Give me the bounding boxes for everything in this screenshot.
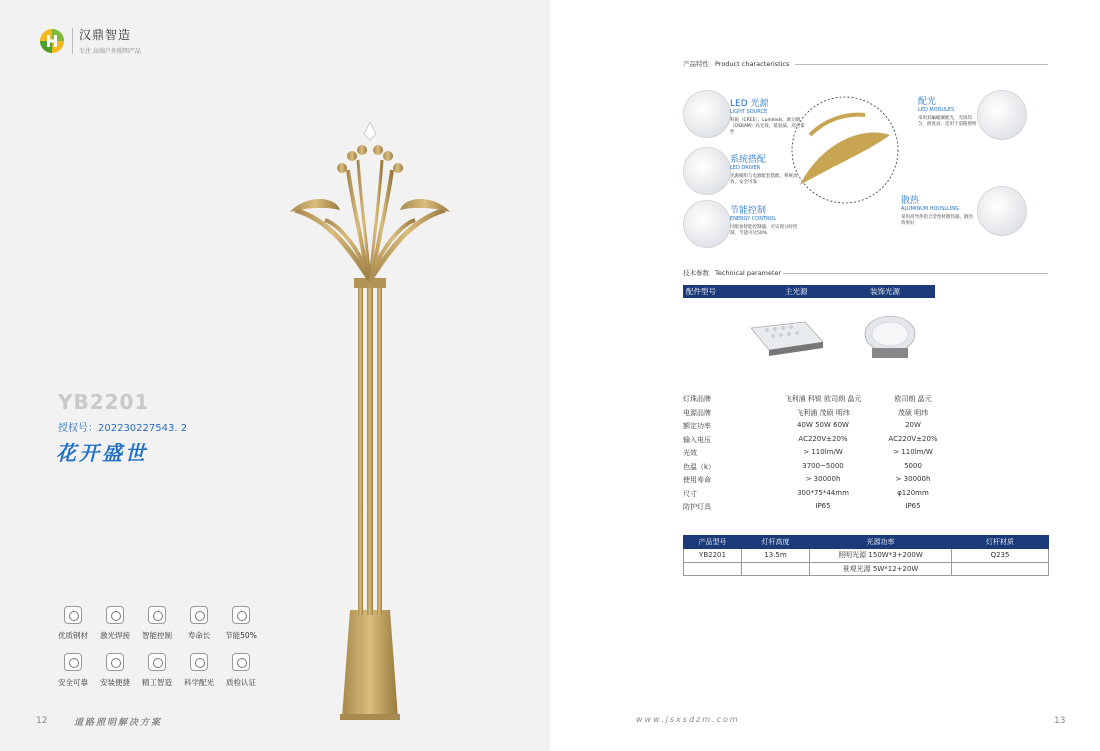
feature-label: 寿命长 — [187, 631, 211, 640]
spec-deco: 5000 — [904, 461, 922, 470]
feature-desc: 光源模组与电源配套搭配，系统高效，安全可靠 — [730, 174, 798, 185]
spec-row — [683, 462, 943, 476]
col-header: 光源功率 — [810, 536, 952, 549]
feature-en: LED DRIVER — [730, 165, 761, 171]
bulb-icon — [232, 606, 250, 624]
spec-label: 电源品牌 — [683, 408, 711, 417]
table-cell — [742, 562, 810, 576]
feature-heat-dissipation — [901, 193, 976, 227]
spec-deco: 茂硕 明纬 — [897, 408, 929, 417]
spec-label: 尺寸 — [683, 489, 697, 498]
spec-row — [683, 489, 943, 503]
feature-label: 优质钢材 — [58, 631, 88, 640]
feature-label: 智能控制 — [142, 631, 172, 640]
spec-main: AC220V±20% — [798, 434, 848, 443]
tech-heading — [683, 268, 781, 277]
spec-header-col2: 主光源 — [785, 287, 808, 296]
feature-label: 科学配光 — [184, 678, 214, 687]
spec-label: 使用寿命 — [683, 476, 711, 484]
spec-label: 色温（k） — [683, 462, 716, 471]
table-row — [684, 562, 1049, 576]
spec-row — [683, 475, 943, 489]
right-page — [550, 0, 1100, 751]
spec-deco: 20W — [905, 421, 921, 429]
feature-label: 节能50% — [225, 631, 257, 640]
divider — [795, 64, 1048, 65]
spec-table — [683, 394, 943, 516]
spec-label: 输入电压 — [683, 435, 711, 444]
feature-label: 安全可靠 — [58, 678, 88, 687]
spec-deco: > 110lm/W — [893, 448, 933, 456]
tech-title: 技术参数 — [683, 269, 709, 277]
characteristics-title-en: Product characteristics — [715, 60, 790, 68]
feature-desc: 采用高导热铝合金型材散热器，散热效果好 — [901, 215, 973, 226]
spec-main: > 30000h — [805, 475, 841, 483]
feature-desc: 采用双蝙蝠翼配光，光斑均匀，照度高，适用于道路照明 — [918, 116, 977, 127]
feature-label: 激光焊接 — [100, 631, 130, 640]
patent-number: 授权号：202230227543. 2 — [58, 423, 188, 434]
smart-control-icon — [148, 606, 166, 624]
spec-row — [683, 435, 943, 449]
feature-item — [220, 653, 262, 688]
led-chip-image — [683, 90, 731, 138]
led-module-image — [977, 90, 1027, 140]
feature-item — [52, 653, 94, 688]
spec-label: 防护灯具 — [683, 503, 711, 511]
spec-header-col1: 配件型号 — [686, 287, 716, 296]
steel-icon — [64, 606, 82, 624]
table-row — [684, 549, 1049, 563]
feature-desc: 可配备智能控制器，可实现分时控制，节能可达50% — [730, 225, 798, 236]
feature-item — [178, 653, 220, 688]
install-icon — [106, 653, 124, 671]
feature-item — [52, 606, 94, 641]
feature-label: 精工智造 — [142, 678, 172, 687]
driver-image — [683, 147, 731, 195]
feature-en: ENERGY CONTROL — [730, 216, 777, 222]
spec-main: 飞利浦 科锐 欧司朗 晶元 — [784, 395, 862, 403]
spec-main: 300*75*44mm — [797, 488, 849, 497]
feature-item — [136, 606, 178, 641]
street-lamp-image — [270, 110, 470, 725]
clock-icon — [190, 606, 208, 624]
col-header: 产品型号 — [684, 536, 742, 549]
feature-title: 配光 — [918, 97, 937, 107]
table-cell: 照明光源 150W*3+200W — [810, 549, 952, 563]
spec-main: 3700~5000 — [802, 461, 844, 470]
feature-en: LED MODULES — [918, 107, 955, 113]
feature-desc: 科锐（CREE）、Lumileds、欧司朗（OSRAM）高光效、低衰减、高可靠性 — [730, 118, 805, 135]
spec-header-col3: 装饰光源 — [870, 287, 900, 296]
product-table — [683, 535, 1049, 576]
table-cell: 13.5m — [742, 549, 810, 563]
logo-divider — [72, 28, 73, 54]
feature-label: 安装便捷 — [100, 678, 130, 687]
table-header-row — [684, 536, 1049, 549]
footer-url: www.jsxsdzm.com — [636, 715, 740, 724]
feature-title: 节能控制 — [730, 206, 767, 216]
col-header: 灯杆材质 — [952, 536, 1049, 549]
page-number: 13 — [1054, 716, 1066, 726]
certificate-icon — [232, 653, 250, 671]
feature-item — [94, 606, 136, 641]
sun-icon — [190, 653, 208, 671]
spec-deco: AC220V±20% — [888, 434, 938, 443]
spec-label: 灯珠品牌 — [683, 395, 711, 403]
spec-deco: 欧司朗 晶元 — [894, 395, 932, 403]
feature-led-modules — [918, 94, 978, 128]
feature-light-source — [730, 96, 805, 136]
table-cell: YB2201 — [684, 549, 742, 563]
table-cell: Q235 — [952, 549, 1049, 563]
page-number: 12 — [36, 716, 48, 726]
feature-item — [220, 606, 262, 641]
brand-name: 汉鼎智造 — [79, 28, 132, 42]
tech-title-en: Technical parameter — [715, 269, 782, 277]
feature-item — [94, 653, 136, 688]
controller-image — [683, 200, 731, 248]
spec-row — [683, 408, 943, 422]
feature-item — [178, 606, 220, 641]
feature-en: LIGHT SOURCE — [730, 109, 768, 115]
feature-energy-control — [730, 203, 805, 237]
heatsink-image — [977, 186, 1027, 236]
spec-label: 额定功率 — [683, 422, 711, 430]
lamp-head-image — [790, 95, 900, 205]
laser-weld-icon — [106, 606, 124, 624]
feature-en: ALUMINUM HOUSLLING — [901, 206, 959, 212]
spec-deco: IP65 — [905, 502, 921, 510]
spec-main: 飞利浦 茂硕 明纬 — [796, 408, 850, 417]
spec-row — [683, 394, 943, 408]
spec-row — [683, 421, 943, 435]
feature-title: 系统搭配 — [730, 155, 767, 165]
table-cell — [684, 562, 742, 576]
spec-table-header — [683, 285, 935, 298]
feature-icon-grid — [52, 606, 262, 688]
table-cell — [952, 562, 1049, 576]
model-number: YB2201 — [58, 390, 150, 414]
footer-text: 道路照明解决方案 — [74, 718, 163, 728]
logo-icon — [38, 27, 66, 55]
spec-label: 光效 — [683, 449, 697, 457]
brand-tagline: 专注 高端户外照明产品 — [79, 48, 141, 55]
feature-label: 质检认证 — [226, 678, 256, 687]
brand-logo — [38, 26, 141, 55]
table-cell: 景观光源 5W*12+20W — [810, 562, 952, 576]
feature-title: LED 光源 — [730, 99, 769, 109]
main-light-module-image — [747, 318, 827, 360]
spec-row — [683, 502, 943, 516]
spec-main: IP65 — [815, 502, 831, 510]
feature-driver — [730, 152, 800, 186]
spec-main: 40W 50W 60W — [797, 421, 849, 429]
decorative-light-image — [862, 314, 918, 364]
characteristics-title: 产品特性 — [683, 60, 709, 68]
spec-main: > 110lm/W — [803, 448, 843, 456]
safety-icon — [64, 653, 82, 671]
spec-deco: > 30000h — [895, 475, 931, 483]
spec-row — [683, 448, 943, 462]
feature-item — [136, 653, 178, 688]
craft-icon — [148, 653, 166, 671]
product-slogan: 花开盛世 — [56, 441, 148, 465]
feature-title: 散热 — [901, 196, 920, 206]
spec-deco: φ120mm — [897, 488, 929, 497]
col-header: 灯杆高度 — [742, 536, 810, 549]
divider — [783, 273, 1048, 274]
characteristics-heading — [683, 59, 789, 68]
